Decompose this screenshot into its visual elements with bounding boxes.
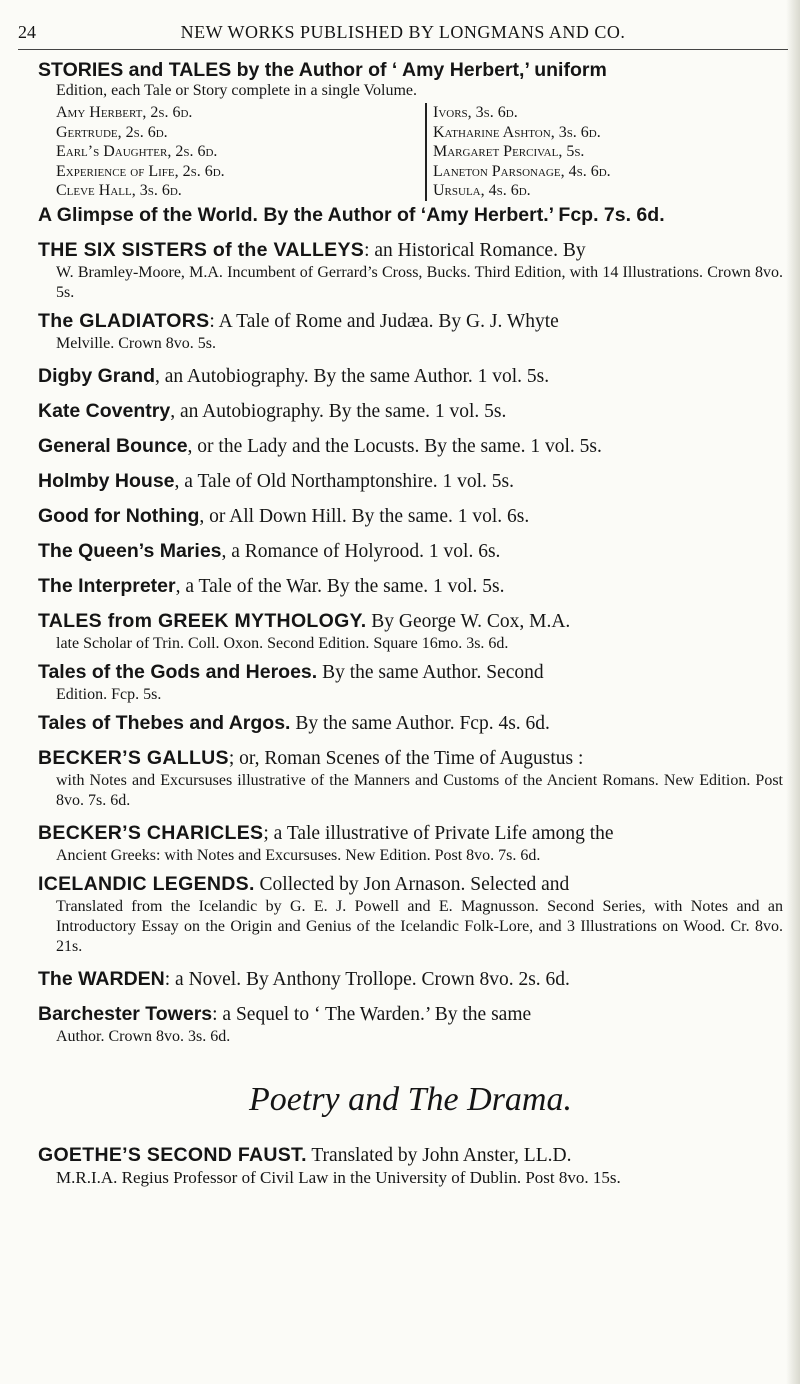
entry-text: : a Novel. By Anthony Trollope. Crown 8vo. 2s. 6d. [164, 969, 570, 990]
volumes-right-column [425, 103, 611, 201]
entry-title: Good for Nothing [38, 505, 200, 527]
entry-interpreter [38, 574, 783, 599]
entry-charicles [38, 821, 783, 866]
entry-text: By the same Author. Second [317, 662, 544, 683]
entry-text: , a Tale of Old Northamptonshire. 1 vol. 5s. [174, 471, 515, 492]
entry-description: M.R.I.A. Regius Professor of Civil Law in the University of Dublin. Post 8vo. 15s. [56, 1168, 621, 1187]
entry-title: GOETHE’S SECOND FAUST. [38, 1144, 307, 1166]
entry-general-bounce [38, 434, 783, 459]
entry-goethe-faust [38, 1143, 783, 1188]
entry-title: A Glimpse of the World. By the Author of ‘Amy Herbert.’ Fcp. 7s. 6d. [38, 204, 665, 226]
volume-item: Laneton Parsonage, 4s. 6d. [433, 162, 611, 180]
volume-item: Ursula, 4s. 6d. [433, 182, 531, 199]
entry-description: W. Bramley-Moore, M.A. Incumbent of Gerrard’s Cross, Bucks. Third Edition, with 14 Illustrations. Crown 8vo. 5s. [56, 264, 783, 301]
entry-title: General Bounce [38, 435, 188, 457]
entry-title: ICELANDIC LEGENDS. [38, 873, 255, 895]
entry-text: ; a Tale illustrative of Private Life among the [263, 823, 614, 844]
page-edge-shadow [786, 0, 800, 1384]
entry-text: Translated by John Anster, LL.D. [306, 1145, 572, 1166]
entry-title: Digby Grand [38, 365, 156, 387]
section-heading-poetry: Poetry and The Drama. [249, 1081, 572, 1118]
entry-title: BECKER’S GALLUS [38, 747, 229, 769]
entry-text: , an Autobiography. By the same Author. 1 vol. 5s. [155, 366, 550, 387]
running-header [18, 22, 788, 44]
entry-title: STORIES and TALES by the Author of ‘ Amy Herbert,’ uniform [38, 59, 607, 81]
entry-title: The GLADIATORS [38, 310, 210, 332]
entry-title: The WARDEN [38, 968, 165, 990]
entry-six-sisters [38, 238, 783, 303]
volume-item: Amy Herbert, 2s. 6d. [56, 104, 193, 121]
entry-text: By the same Author. Fcp. 4s. 6d. [290, 713, 550, 734]
entry-text: By George W. Cox, M.A. [366, 611, 571, 632]
entry-description: late Scholar of Trin. Coll. Oxon. Second Edition. Square 16mo. 3s. 6d. [56, 635, 509, 652]
entry-text: , a Tale of the War. By the same. 1 vol. 5s. [175, 576, 505, 597]
entry-kate-coventry [38, 399, 783, 424]
entry-icelandic-legends [38, 872, 783, 957]
entry-description: Author. Crown 8vo. 3s. 6d. [56, 1028, 231, 1045]
entry-title: Tales of Thebes and Argos. [38, 712, 291, 734]
entry-gladiators [38, 309, 783, 354]
entry-description: Ancient Greeks: with Notes and Excursuses. New Edition. Post 8vo. 7s. 6d. [56, 847, 541, 864]
entry-queens-maries [38, 539, 783, 564]
entry-description: with Notes and Excursuses illustrative of the Manners and Customs of the Ancient Romans. New Edition. Post 8vo. 7s. 6d. [56, 772, 783, 809]
entry-text: ; or, Roman Scenes of the Time of Augustus : [228, 748, 584, 769]
entry-gallus [38, 746, 783, 811]
entry-text: : a Sequel to ‘ The Warden.’ By the same [212, 1004, 532, 1025]
entry-thebes-argos [38, 711, 783, 736]
catalogue-listing [38, 58, 783, 1188]
entry-title: Holmby House [38, 470, 175, 492]
entry-title: THE SIX SISTERS of the VALLEYS [38, 239, 365, 261]
amy-herbert-volumes [38, 103, 783, 201]
entry-title: Kate Coventry [38, 400, 171, 422]
volume-item: Earl’s Daughter, 2s. 6d. [56, 143, 218, 160]
volumes-left-column [56, 103, 225, 201]
entry-text: , or All Down Hill. By the same. 1 vol. 6s. [199, 506, 530, 527]
entry-title: Tales of the Gods and Heroes. [38, 661, 318, 683]
entry-title: The Queen’s Maries [38, 540, 222, 562]
volume-item: Ivors, 3s. 6d. [433, 104, 518, 121]
entry-title: The Interpreter [38, 575, 176, 597]
running-title: NEW WORKS PUBLISHED BY LONGMANS AND CO. [180, 22, 626, 42]
entry-gods-heroes [38, 660, 783, 705]
page-number: 24 [18, 22, 36, 42]
entry-title: BECKER’S CHARICLES [38, 822, 264, 844]
entry-text: : A Tale of Rome and Judæa. By G. J. Whyte [209, 311, 559, 332]
entry-amy-herbert [38, 58, 783, 228]
entry-greek-mythology [38, 609, 783, 654]
entry-text: , a Romance of Holyrood. 1 vol. 6s. [221, 541, 501, 562]
entry-description: Edition, each Tale or Story complete in a single Volume. [56, 82, 418, 99]
volume-item: Gertrude, 2s. 6d. [56, 123, 168, 141]
entry-description: Translated from the Icelandic by G. E. J. Powell and E. Magnusson. Second Series, with Notes and an Introductory Essay on the Origin and Genius of the Icelandic Folk-Lore, and 3 Illustrations on Wood. Cr. 8vo. 21s. [56, 898, 783, 955]
volume-item: Katharine Ashton, 3s. 6d. [433, 123, 601, 141]
entry-text: , an Autobiography. By the same. 1 vol. 5s. [170, 401, 507, 422]
entry-warden [38, 967, 783, 992]
volume-item: Margaret Percival, 5s. [433, 143, 585, 160]
volume-item: Cleve Hall, 3s. 6d. [56, 182, 182, 199]
entry-title: TALES from GREEK MYTHOLOGY. [38, 610, 367, 632]
entry-text: , or the Lady and the Locusts. By the same. 1 vol. 5s. [187, 436, 602, 457]
volume-item: Experience of Life, 2s. 6d. [56, 162, 225, 180]
entry-barchester-towers [38, 1002, 783, 1047]
entry-good-for-nothing [38, 504, 783, 529]
entry-description: Edition. Fcp. 5s. [56, 686, 162, 703]
entry-title: Barchester Towers [38, 1003, 213, 1025]
header-rule [18, 49, 788, 50]
entry-digby-grand [38, 364, 783, 389]
entry-text: : an Historical Romance. By [364, 240, 586, 261]
entry-description: Melville. Crown 8vo. 5s. [56, 335, 216, 352]
entry-holmby-house [38, 469, 783, 494]
entry-text: Collected by Jon Arnason. Selected and [254, 874, 570, 895]
